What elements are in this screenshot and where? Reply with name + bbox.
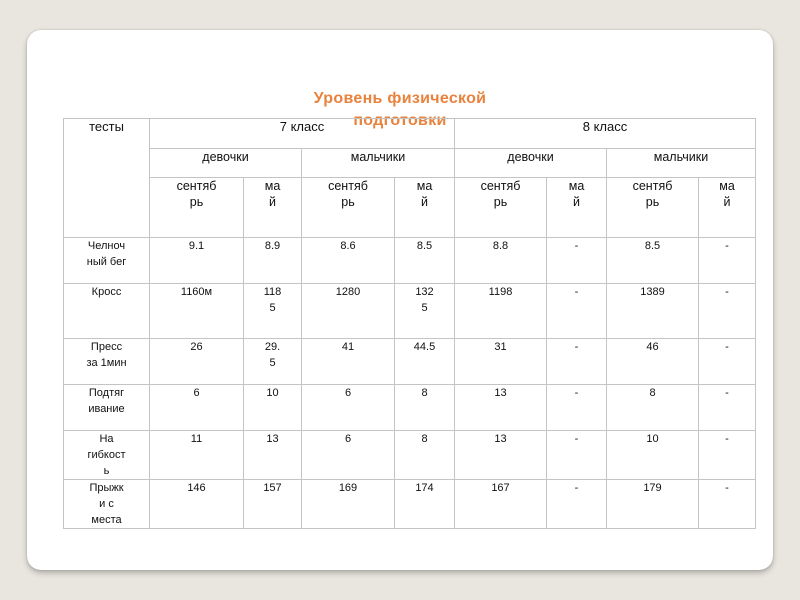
cell-line: Подтяг [88, 387, 125, 399]
table-cell [244, 284, 302, 339]
grade-8-header: 8 класс [455, 119, 756, 149]
cell-line: - [725, 286, 729, 298]
table-cell [699, 284, 756, 339]
cell-line: 132 [415, 286, 434, 298]
cell-line: сентяб [480, 179, 521, 193]
table-cell: 8.5 [395, 238, 455, 284]
table-cell: 8.8 [455, 238, 547, 284]
cell-line: 5 [421, 302, 428, 314]
cell-line: - [574, 286, 579, 298]
table-cell: 8.9 [244, 238, 302, 284]
cell-line: сентяб [632, 179, 673, 193]
grade-header-row [64, 119, 756, 149]
table-row [64, 431, 756, 480]
cell-line: ма [264, 179, 281, 193]
table-cell: 8.5 [607, 238, 699, 284]
month-september [607, 178, 699, 238]
cell-line: гибкост [87, 449, 126, 461]
cell-line: ивание [88, 403, 125, 415]
month-may [244, 178, 302, 238]
table-body [64, 238, 756, 529]
cell-line: рь [493, 195, 508, 209]
table-cell [150, 284, 244, 339]
month-may [395, 178, 455, 238]
table-cell: 9.1 [150, 238, 244, 284]
table-cell: 169 [302, 480, 395, 529]
cell-line: 118 [263, 286, 282, 298]
table-cell [302, 284, 395, 339]
cell-line: й [269, 195, 276, 209]
table-cell [607, 339, 699, 385]
cell-line: - [574, 341, 579, 353]
test-name [64, 238, 150, 284]
month-header-row [64, 178, 756, 238]
cell-line: рь [189, 195, 204, 209]
table-cell: - [547, 238, 607, 284]
table-row [64, 480, 756, 529]
table-cell: 6 [150, 385, 244, 431]
test-name [64, 284, 150, 339]
cell-line: 1198 [488, 286, 513, 298]
test-name [64, 385, 150, 431]
table-cell [244, 339, 302, 385]
cell-line: 1389 [640, 286, 665, 298]
cell-line: 26 [190, 341, 203, 353]
month-september [455, 178, 547, 238]
table-cell: 8 [395, 385, 455, 431]
table-cell [150, 339, 244, 385]
title-line-1: Уровень физической [313, 90, 487, 107]
cell-line: и с [99, 498, 114, 510]
cell-line: 29. [264, 341, 281, 353]
cell-line: ь [103, 465, 110, 477]
table-cell [395, 339, 455, 385]
table-cell: 146 [150, 480, 244, 529]
table-cell: 13 [455, 385, 547, 431]
cell-line: й [421, 195, 428, 209]
month-may [699, 178, 756, 238]
table-cell: 179 [607, 480, 699, 529]
grade-7-header: 7 класс [150, 119, 455, 149]
cell-line: 41 [341, 341, 355, 353]
fitness-table [63, 118, 756, 529]
table-cell [395, 284, 455, 339]
table-row [64, 385, 756, 431]
title-line-2: подготовки [353, 112, 447, 129]
test-name [64, 339, 150, 385]
group-girls-7: девочки [150, 149, 302, 178]
cell-line: Пресс [90, 341, 123, 353]
group-header-row [64, 149, 756, 178]
tests-header: тесты [64, 119, 150, 238]
table-cell [302, 339, 395, 385]
table-cell: 6 [302, 431, 395, 480]
table-cell: 11 [150, 431, 244, 480]
cell-line: й [573, 195, 580, 209]
table-cell: - [699, 385, 756, 431]
cell-line: рь [341, 195, 355, 209]
table-cell: 10 [607, 431, 699, 480]
table-row [64, 284, 756, 339]
table-cell: 13 [455, 431, 547, 480]
table-cell: - [547, 431, 607, 480]
table-cell [547, 339, 607, 385]
cell-line: сентяб [176, 179, 217, 193]
table-cell [547, 284, 607, 339]
table-cell: 167 [455, 480, 547, 529]
table-cell [699, 339, 756, 385]
cell-line: рь [645, 195, 660, 209]
month-may [547, 178, 607, 238]
table-row [64, 339, 756, 385]
cell-line: 5 [269, 357, 276, 369]
table-row [64, 238, 756, 284]
group-girls-8: девочки [455, 149, 607, 178]
table-cell: 8 [607, 385, 699, 431]
month-september [302, 178, 395, 238]
table-cell: 8.6 [302, 238, 395, 284]
cell-line: Прыжк [89, 482, 124, 494]
table-cell: - [547, 480, 607, 529]
table-cell: 8 [395, 431, 455, 480]
cell-line: Челноч [87, 240, 126, 252]
month-september [150, 178, 244, 238]
cell-line: На [99, 433, 114, 445]
cell-line: - [725, 341, 729, 353]
group-boys-8: мальчики [607, 149, 756, 178]
cell-line: 44.5 [413, 341, 436, 353]
cell-line: 31 [494, 341, 507, 353]
cell-line: 1280 [335, 286, 361, 298]
cell-line: й [723, 195, 731, 209]
table-cell: - [547, 385, 607, 431]
cell-line: 5 [269, 302, 276, 314]
test-name [64, 480, 150, 529]
group-boys-7: мальчики [302, 149, 455, 178]
table-cell: - [699, 480, 756, 529]
cell-line: ма [416, 179, 433, 193]
cell-line: места [91, 514, 122, 526]
table-cell: 174 [395, 480, 455, 529]
cell-line: Кросс [91, 286, 122, 298]
cell-line: ма [568, 179, 585, 193]
cell-line: ма [719, 179, 735, 193]
cell-line: ный бег [86, 256, 127, 268]
table-cell: 157 [244, 480, 302, 529]
table-cell [455, 339, 547, 385]
table-cell: - [699, 431, 756, 480]
table-cell: 6 [302, 385, 395, 431]
cell-line: 1160м [180, 286, 213, 298]
table-cell: 13 [244, 431, 302, 480]
table-cell: 10 [244, 385, 302, 431]
cell-line: за 1мин [86, 357, 127, 369]
table-cell [455, 284, 547, 339]
table-cell: - [699, 238, 756, 284]
test-name [64, 431, 150, 480]
table-cell [607, 284, 699, 339]
cell-line: 46 [646, 341, 659, 353]
cell-line: сентяб [328, 179, 368, 193]
